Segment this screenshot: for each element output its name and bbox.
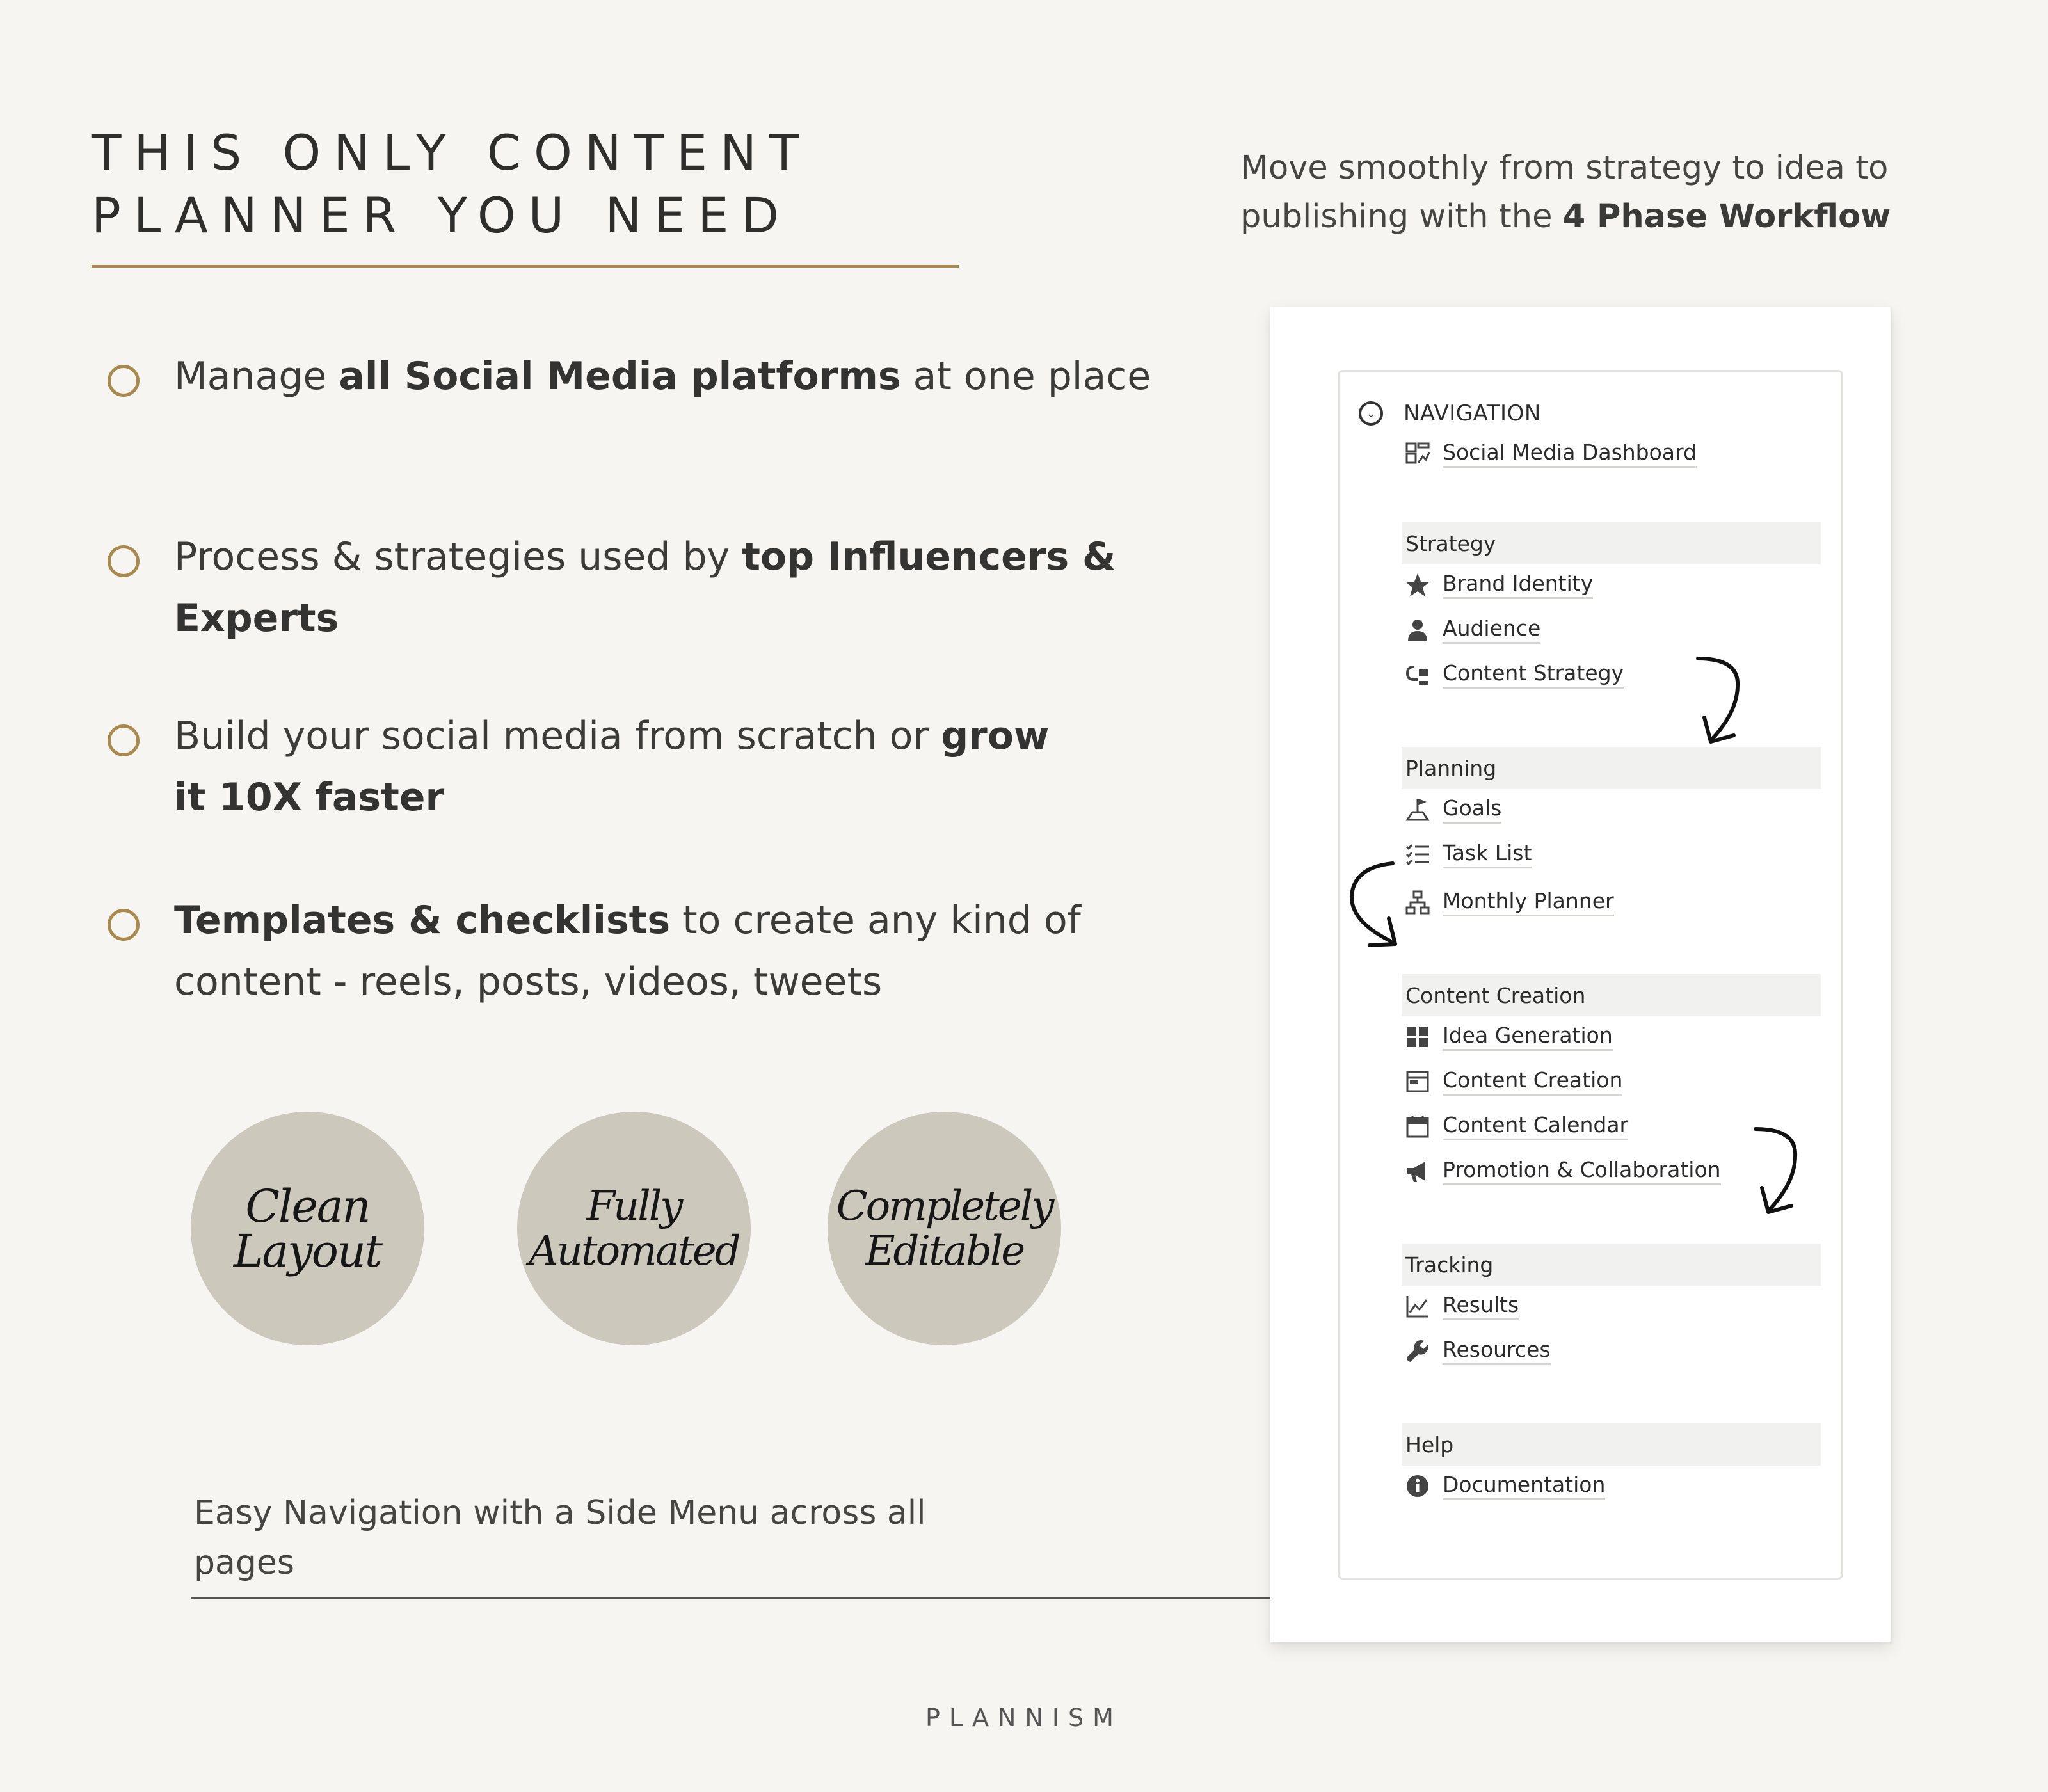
circle-bullet-icon — [108, 909, 140, 941]
badge-line-1: Fully — [586, 1182, 682, 1230]
feature-text-bold: all Social Media platforms — [339, 354, 901, 399]
circle-bullet-icon — [108, 365, 140, 397]
nav-link-task-list[interactable] — [1404, 836, 1532, 872]
layout-icon — [1404, 1068, 1432, 1096]
nav-link-label[interactable]: Brand Identity — [1443, 571, 1593, 599]
heading-underline — [92, 265, 959, 268]
section-header-planning: Planning — [1402, 747, 1821, 789]
badge-line-1: Completely — [836, 1182, 1053, 1230]
nav-link-label[interactable]: Monthly Planner — [1443, 888, 1614, 916]
workflow-intro — [1240, 144, 1970, 241]
nav-link-label[interactable]: Promotion & Collaboration — [1443, 1157, 1721, 1185]
badge-label — [836, 1184, 1053, 1274]
nav-link-label[interactable]: Audience — [1443, 616, 1540, 644]
workflow-arrow-icon — [1343, 858, 1407, 954]
nav-link-label[interactable]: Social Media Dashboard — [1443, 440, 1697, 468]
circle-bullet-icon — [108, 724, 140, 756]
circle-bullet-icon — [108, 545, 140, 577]
megaphone-icon — [1404, 1157, 1432, 1185]
nav-link-label[interactable]: Documentation — [1443, 1472, 1605, 1500]
grid-icon — [1404, 1023, 1432, 1051]
caption-pointer-line — [191, 1597, 1346, 1599]
feature-text-bold: top Influencers & Experts — [174, 534, 1116, 641]
nav-link-social-media-dashboard[interactable] — [1404, 436, 1697, 472]
intro-text: Move smoothly from strategy to idea to publishing with the — [1240, 149, 1889, 236]
brand-name: PLANNISM — [925, 1704, 1123, 1732]
workflow-arrow-icon — [1692, 653, 1762, 756]
badge-label — [233, 1180, 382, 1277]
nav-link-resources[interactable] — [1404, 1333, 1551, 1369]
wrench-icon — [1404, 1337, 1432, 1365]
nav-link-content-calendar[interactable] — [1404, 1108, 1628, 1144]
nav-link-promotion-collaboration[interactable] — [1404, 1153, 1721, 1189]
calendar-icon — [1404, 1112, 1432, 1140]
feature-text-post: to create any kind of content - reels, posts, videos, tweets — [174, 898, 1081, 1004]
nav-link-label[interactable]: Resources — [1443, 1337, 1551, 1365]
dashboard-icon — [1404, 440, 1432, 468]
nav-link-idea-generation[interactable] — [1404, 1019, 1613, 1055]
nav-link-label[interactable]: Content Calendar — [1443, 1112, 1628, 1140]
heading-line-1: THIS ONLY CONTENT — [92, 124, 812, 181]
feature-text — [174, 705, 1070, 828]
chevron-down-circle-icon[interactable]: ⌄ — [1359, 401, 1383, 426]
feature-text-bold: grow it 10X faster — [174, 714, 1050, 820]
nav-link-label[interactable]: Results — [1443, 1292, 1519, 1320]
nav-link-label[interactable]: Content Creation — [1443, 1068, 1622, 1096]
badge-line-1: Clean — [245, 1180, 370, 1233]
intro-bold: 4 Phase Workflow — [1562, 198, 1891, 236]
navigation-preview-card — [1270, 307, 1891, 1642]
nav-link-monthly-planner[interactable] — [1404, 884, 1614, 920]
feature-text — [174, 346, 1172, 407]
info-icon — [1404, 1472, 1432, 1500]
navigation-panel — [1338, 370, 1843, 1580]
feature-text — [174, 890, 1172, 1012]
badge-line-2: Automated — [529, 1227, 739, 1275]
section-header-tracking: Tracking — [1402, 1244, 1821, 1286]
line-chart-icon — [1404, 1292, 1432, 1320]
feature-text-bold: Templates & checklists — [174, 898, 671, 943]
nav-link-brand-identity[interactable] — [1404, 567, 1593, 603]
navigation-title: NAVIGATION — [1404, 401, 1541, 426]
feature-text-pre: Build your social media from scratch or — [174, 714, 941, 758]
badge-completely-editable — [828, 1112, 1061, 1345]
nav-link-label[interactable]: Task List — [1443, 840, 1532, 868]
person-icon — [1404, 616, 1432, 644]
nav-link-documentation[interactable] — [1404, 1468, 1605, 1504]
nav-link-label[interactable]: Goals — [1443, 796, 1501, 824]
nav-link-content-creation[interactable] — [1404, 1064, 1622, 1100]
nav-link-label[interactable]: Content Strategy — [1443, 660, 1624, 689]
hierarchy-icon — [1404, 888, 1432, 916]
navigation-toggle[interactable] — [1359, 397, 1541, 429]
badge-label — [529, 1184, 739, 1274]
nav-link-label[interactable]: Idea Generation — [1443, 1023, 1613, 1051]
section-header-strategy: Strategy — [1402, 522, 1821, 564]
feature-text-pre: Process & strategies used by — [174, 534, 742, 579]
badge-clean-layout — [191, 1112, 424, 1345]
feature-text-pre: Manage — [174, 354, 339, 399]
star-icon — [1404, 571, 1432, 599]
nav-link-content-strategy[interactable] — [1404, 657, 1624, 692]
feature-text-post: at one place — [900, 354, 1151, 399]
section-header-help: Help — [1402, 1423, 1821, 1466]
navigation-caption: Easy Navigation with a Side Menu across all pages — [194, 1494, 926, 1582]
heading-line-2: PLANNER YOU NEED — [92, 187, 792, 244]
badge-fully-automated — [517, 1112, 751, 1345]
strategy-icon — [1404, 660, 1432, 689]
workflow-arrow-icon — [1749, 1124, 1820, 1226]
nav-link-goals[interactable] — [1404, 792, 1501, 828]
page-heading — [92, 122, 812, 247]
badge-line-2: Editable — [865, 1227, 1024, 1275]
feature-text — [174, 526, 1172, 649]
nav-link-results[interactable] — [1404, 1288, 1519, 1324]
flag-goal-icon — [1404, 796, 1432, 824]
checklist-icon — [1404, 840, 1432, 868]
badge-line-2: Layout — [233, 1224, 382, 1277]
nav-link-audience[interactable] — [1404, 612, 1540, 648]
section-header-content-creation: Content Creation — [1402, 974, 1821, 1016]
